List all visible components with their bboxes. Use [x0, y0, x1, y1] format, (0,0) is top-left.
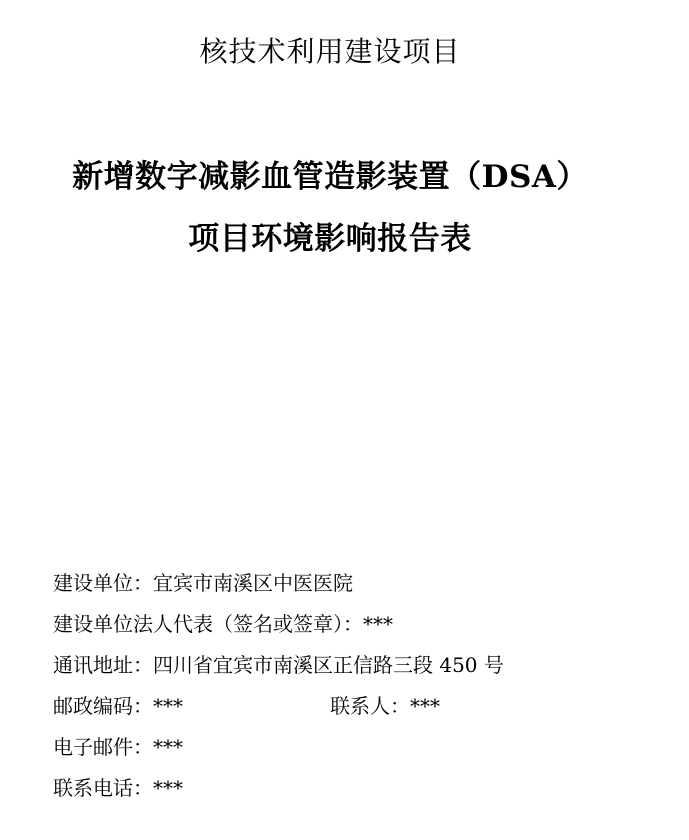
- postcode-contact-row: [53, 690, 673, 731]
- construction-unit-label: 建设单位：: [53, 571, 153, 595]
- phone-value: ***: [153, 776, 183, 800]
- legal-representative-value: ***: [363, 612, 393, 636]
- legal-representative-row: [53, 608, 673, 649]
- project-info-block: [53, 567, 673, 813]
- address-value: 四川省宜宾市南溪区正信路三段 450 号: [153, 653, 504, 677]
- construction-unit-row: [53, 567, 673, 608]
- project-category-title: 核技术利用建设项目: [199, 35, 461, 68]
- postcode-value: ***: [153, 694, 183, 718]
- email-label: 电子邮件：: [53, 735, 153, 759]
- legal-representative-label: 建设单位法人代表（签名或签章）：: [53, 612, 363, 636]
- report-title-line-1: 新增数字减影血管造影装置（DSA）: [72, 159, 588, 195]
- email-row: [53, 731, 673, 772]
- phone-row: [53, 772, 673, 813]
- address-row: [53, 649, 673, 690]
- postcode-label: 邮政编码：: [53, 694, 153, 718]
- construction-unit-value: 宜宾市南溪区中医医院: [153, 571, 353, 595]
- contact-person-label: 联系人：: [330, 694, 410, 718]
- email-value: ***: [153, 735, 183, 759]
- address-label: 通讯地址：: [53, 653, 153, 677]
- report-title-line-2: 项目环境影响报告表: [188, 221, 472, 257]
- contact-person: [330, 690, 440, 722]
- phone-label: 联系电话：: [53, 776, 153, 800]
- contact-person-value: ***: [410, 694, 440, 718]
